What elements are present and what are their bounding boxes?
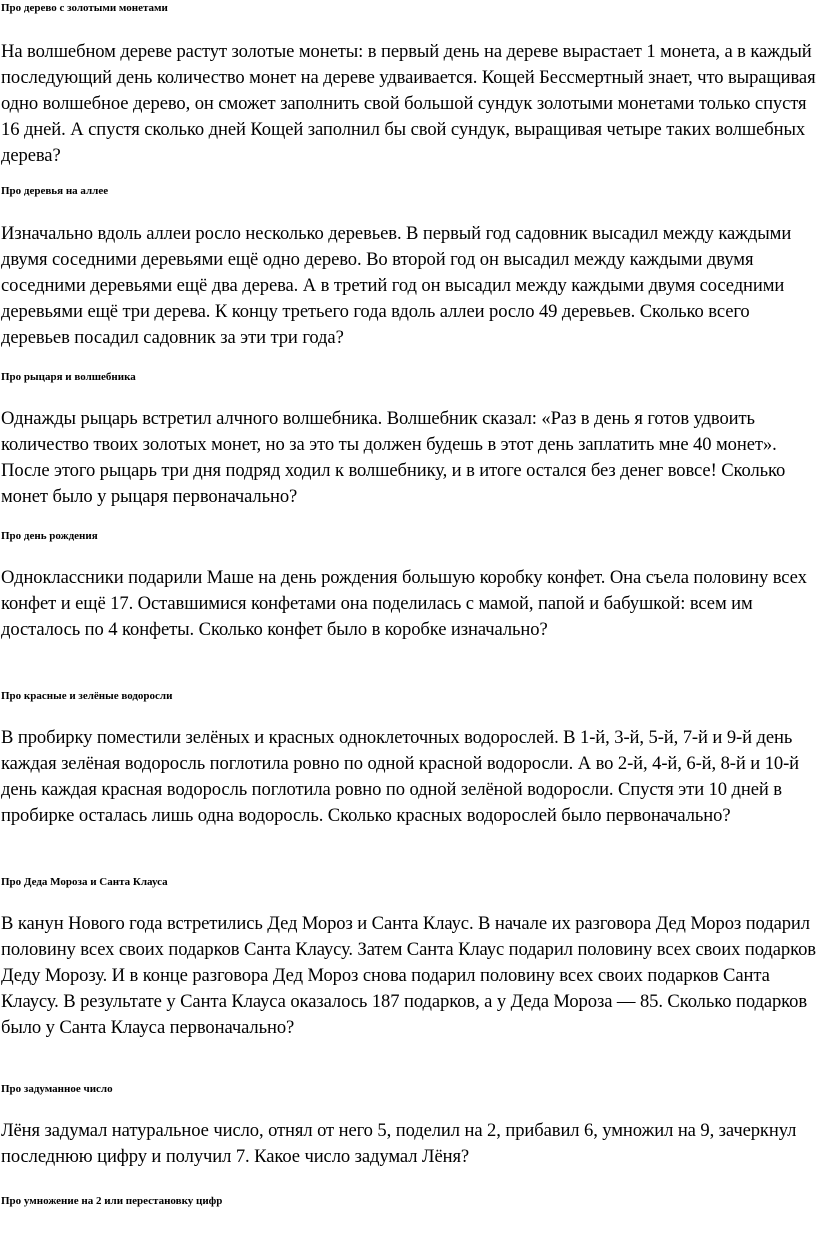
section-heading: Про рыцаря и волшебника: [1, 371, 136, 383]
problem-text: Одноклассники подарили Маше на день рождения большую коробку конфет. Она съела половину всех конфет и ещё 17. Оставшимися конфетами она поделилась с мамой, папой и бабушкой: всем им досталось по 4 конфеты. Сколько конфет было в коробке изначально?: [1, 567, 807, 640]
problem-text: На волшебном дереве растут золотые монеты: в первый день на дереве вырастает 1 монета, а в каждый последующий день количество монет на дереве удваивается. Кощей Бессмертный знает, что выращивая одно волшебное дерево, он сможет заполнить свой большой сундук золотыми монетами только спустя 16 дней. А спустя сколько дней Кощей заполнил бы свой сундук, выращивая четыре таких волшебных дерева?: [1, 41, 816, 166]
section-heading: Про день рождения: [1, 530, 98, 542]
section-heading: Про Деда Мороза и Санта Клауса: [1, 876, 168, 888]
section-heading: Про дерево с золотыми монетами: [1, 2, 168, 14]
section-heading: Про деревья на аллее: [1, 185, 109, 197]
problem-text: В пробирку поместили зелёных и красных одноклеточных водорослей. В 1-й, 3-й, 5-й, 7-й и 9-й день каждая зелёная водоросль поглотила ровно по одной красной водоросли. А во 2-й, 4-й, 6-й, 8-й и 10-й день каждая красная водоросль поглотила ровно по одной зелёной водоросли. Спустя эти 10 дней в пробирке осталась лишь одна водоросль. Сколько красных водорослей было первоначально?: [1, 727, 800, 826]
section-heading: Про умножение на 2 или перестановку цифр: [1, 1195, 223, 1207]
section-heading: Про красные и зелёные водоросли: [1, 690, 173, 702]
problem-text: Лёня задумал натуральное число, отнял от него 5, поделил на 2, прибавил 6, умножил на 9, зачеркнул последнюю цифру и получил 7. Какое число задумал Лёня?: [1, 1120, 797, 1167]
problem-text: В канун Нового года встретились Дед Мороз и Санта Клаус. В начале их разговора Дед Мороз подарил половину всех своих подарков Санта Клаусу. Затем Санта Клаус подарил половину всех своих подарков Деду Морозу. И в конце разговора Дед Мороз снова подарил половину всех своих подарков Санта Клаусу. В результате у Санта Клауса оказалось 187 подарков, а у Деда Мороза — 85. Сколько подарков было у Санта Клауса первоначально?: [1, 913, 816, 1038]
section-heading: Про задуманное число: [1, 1083, 113, 1095]
problem-text: Изначально вдоль аллеи росло несколько деревьев. В первый год садовник высадил между каждыми двумя соседними деревьями ещё одно дерево. Во второй год он высадил между каждыми двумя соседними деревьями ещё два дерева. А в третий год он высадил между каждыми двумя соседними деревьями ещё три дерева. К концу третьего года вдоль аллеи росло 49 деревьев. Сколько всего деревьев посадил садовник за эти три года?: [1, 223, 792, 348]
problem-text: Однажды рыцарь встретил алчного волшебника. Волшебник сказал: «Раз в день я готов удвоить количество твоих золотых монет, но за это ты должен будешь в этот день заплатить мне 40 монет». После этого рыцарь три дня подряд ходил к волшебнику, и в итоге остался без денег вовсе! Сколько монет было у рыцаря первоначально?: [1, 408, 786, 507]
